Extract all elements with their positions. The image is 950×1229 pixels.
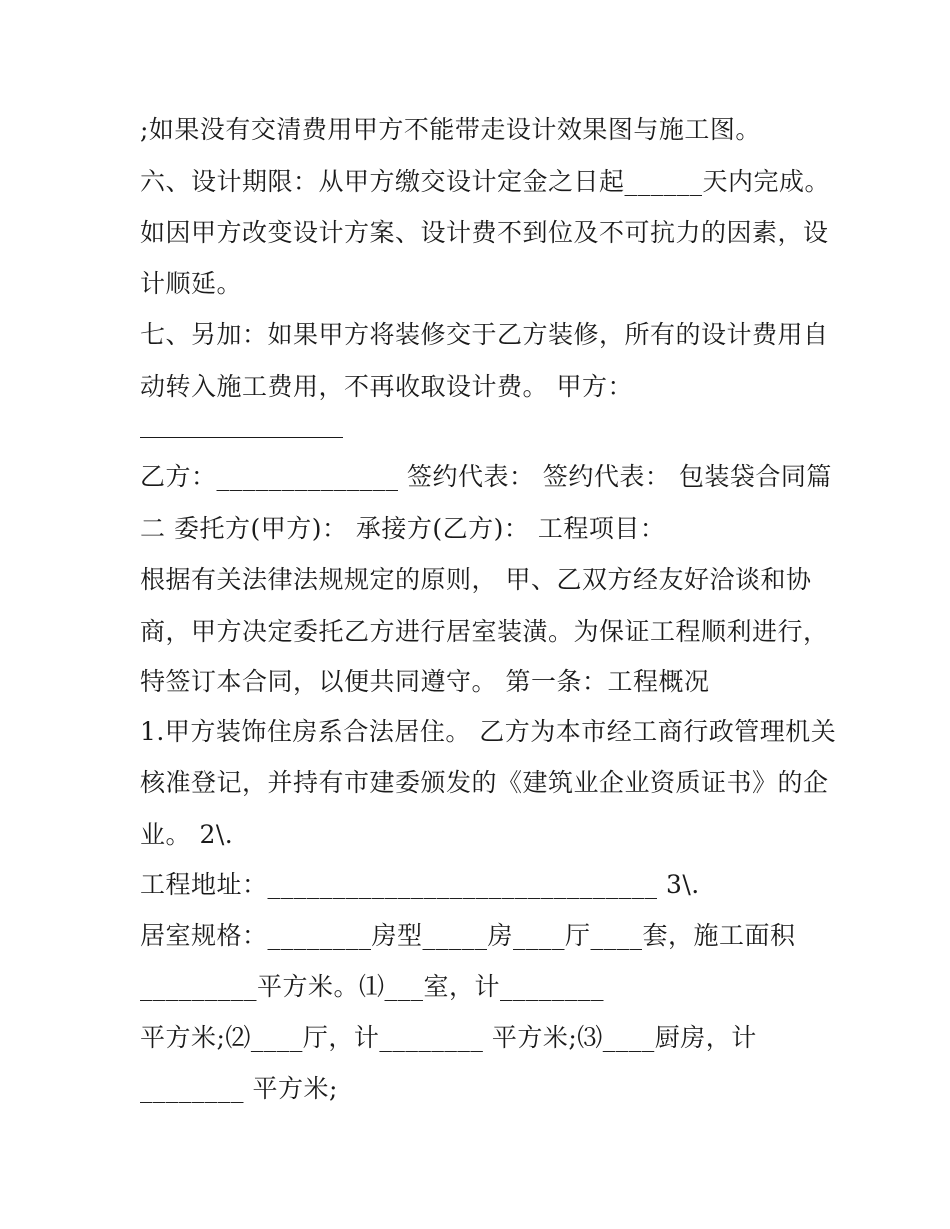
- text-line-14: 业。 2\.: [140, 820, 234, 849]
- text-line-10: 商，甲方决定委托乙方进行居室装潢。为保证工程顺利进行，: [140, 617, 829, 646]
- text-line-8: 二 委托方(甲方)： 承接方(乙方)： 工程项目：: [140, 514, 666, 543]
- text-line-17: _________平方米。⑴___室，计________: [140, 972, 605, 1001]
- text-line-9: 根据有关法律法规规定的原则， 甲、乙双方经友好洽谈和协: [140, 565, 812, 594]
- text-line-2: 六、设计期限：从甲方缴交设计定金之日起______天内完成。: [140, 167, 831, 196]
- text-line-16: 居室规格：________房型_____房____厅____套，施工面积: [140, 921, 796, 950]
- text-line-11: 特签订本合同，以便共同遵守。 第一条：工程概况: [140, 667, 710, 696]
- text-line-15: 工程地址：______________________________ 3\.: [140, 870, 700, 899]
- text-line-6: 动转入施工费用，不再收取设计费。 甲方：: [140, 372, 633, 401]
- text-line-12: 1.甲方装饰住房系合法居住。 乙方为本市经工商行政管理机关: [140, 717, 837, 746]
- signature-blank-line: [140, 437, 343, 438]
- text-line-19: ________ 平方米;: [140, 1074, 338, 1103]
- text-line-1: ;如果没有交清费用甲方不能带走设计效果图与施工图。: [140, 115, 761, 144]
- text-line-13: 核准登记，并持有市建委颁发的《建筑业企业资质证书》的企: [140, 768, 829, 797]
- text-line-18: 平方米;⑵____厅，计________ 平方米;⑶____厨房，计: [140, 1023, 757, 1052]
- text-line-5: 七、另加：如果甲方将装修交于乙方装修，所有的设计费用自: [140, 320, 829, 349]
- text-line-3: 如因甲方改变设计方案、设计费不到位及不可抗力的因素，设: [140, 218, 829, 247]
- text-line-4: 计顺延。: [140, 269, 243, 298]
- text-line-7: 乙方：______________ 签约代表： 签约代表： 包装袋合同篇: [140, 462, 832, 491]
